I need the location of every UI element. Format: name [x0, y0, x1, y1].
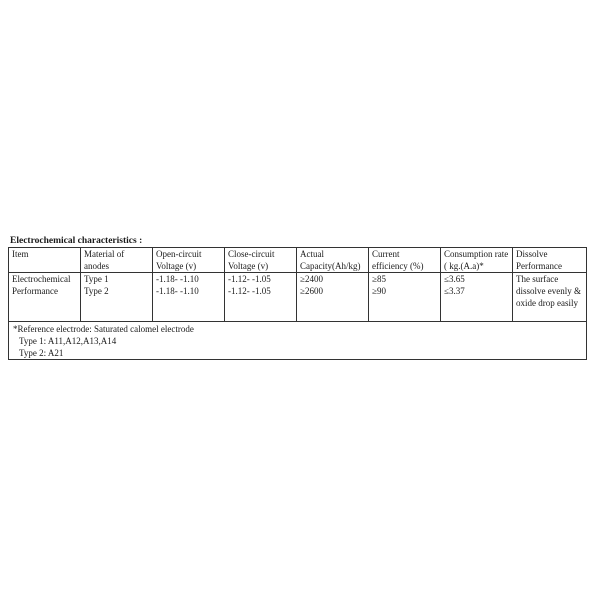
type-1-note: Type 1: A11,A12,A13,A14	[19, 336, 117, 346]
document-section	[8, 236, 586, 360]
capacity-cell: ≥2600	[297, 285, 369, 322]
material-cell: Type 1	[81, 273, 153, 286]
header-cell: Current efficiency (%)	[369, 248, 441, 273]
consumption-cell: ≤3.37	[441, 285, 513, 322]
type-2-note: Type 2: A21	[19, 348, 64, 358]
efficiency-cell: ≥90	[369, 285, 441, 322]
close-circuit-cell: -1.12- -1.05	[225, 273, 297, 286]
close-circuit-cell: -1.12- -1.05	[225, 285, 297, 322]
dissolve-performance-cell: The surface dissolve evenly & oxide drop easily	[513, 273, 587, 322]
material-cell: Type 2	[81, 285, 153, 322]
notes-cell	[9, 322, 587, 360]
table-caption: Electrochemical characteristics :	[10, 236, 143, 246]
item-cell: Electrochemical Performance	[9, 273, 81, 322]
header-cell: Dissolve Performance	[513, 248, 587, 273]
table-row	[9, 285, 587, 322]
header-cell: Material of anodes	[81, 248, 153, 273]
header-cell: Close-circuit Voltage (v)	[225, 248, 297, 273]
electrochemical-table	[8, 247, 587, 360]
reference-note: *Reference electrode: Saturated calomel electrode	[13, 324, 194, 334]
open-circuit-cell: -1.18- -1.10	[153, 285, 225, 322]
header-cell: Consumption rate ( kg.(A.a)*	[441, 248, 513, 273]
header-row	[9, 248, 587, 273]
open-circuit-cell: -1.18- -1.10	[153, 273, 225, 286]
header-cell: Open-circuit Voltage (v)	[153, 248, 225, 273]
consumption-cell: ≤3.65	[441, 273, 513, 286]
efficiency-cell: ≥85	[369, 273, 441, 286]
notes-row	[9, 322, 587, 360]
header-cell: Item	[9, 248, 81, 273]
capacity-cell: ≥2400	[297, 273, 369, 286]
header-cell: Actual Capacity(Ah/kg)	[297, 248, 369, 273]
table-row	[9, 273, 587, 286]
